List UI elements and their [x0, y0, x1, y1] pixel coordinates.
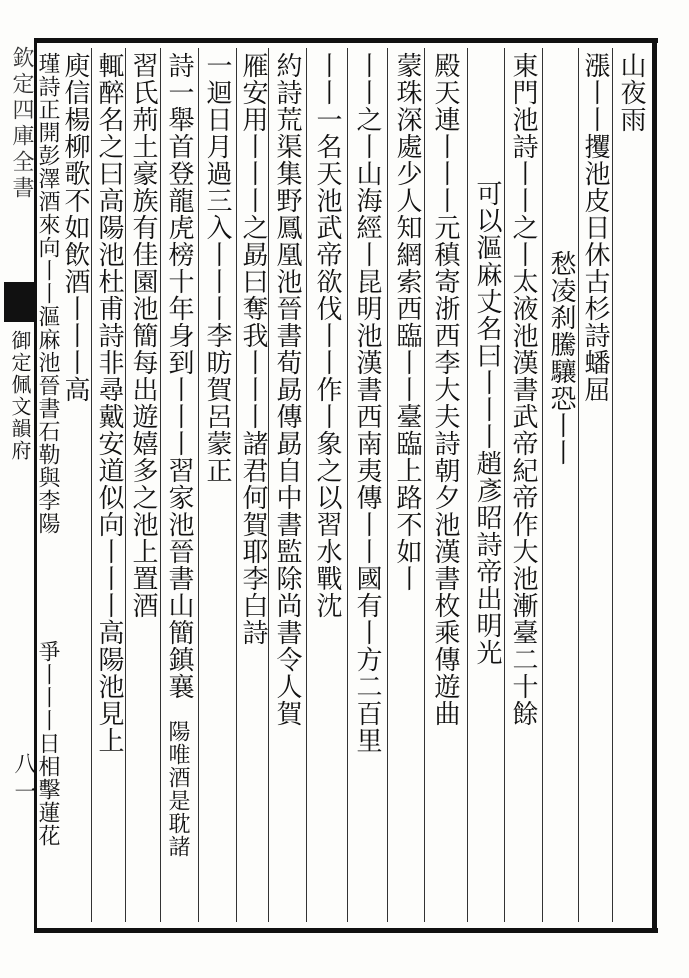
text-column: 丨丨之丨山海經丨昆明池漢書西南夷傳丨丨國有丨方二百里 [352, 52, 382, 754]
text-column: 習氏荊土豪族有佳園池簡每出遊嬉多之池上置酒 [128, 52, 158, 619]
text-column: 山夜雨 [616, 52, 646, 133]
text-column: 東門池詩丨丨之丨太液池漢書武帝紀帝作大池漸臺二十餘 [508, 52, 538, 727]
column-divider [198, 48, 199, 922]
text-column: 可以漚麻丈名曰丨丨丨趙彥昭詩帝出明光 [472, 180, 502, 666]
column-divider [236, 48, 237, 922]
text-column: 雁安用丨丨丨之勗曰奪我丨丨丨諸君何賀耶李白詩 [238, 52, 268, 646]
text-column: 約詩荒渠集野鳳凰池晉書荀勗傳勗自中書監除尚書令人賀 [272, 52, 302, 727]
text-column: 爭丨丨丨日相擊蓮花 [35, 640, 60, 847]
margin-book-title: 御定佩文韻府 [8, 330, 32, 462]
fold-mark-block [4, 282, 36, 322]
column-divider [347, 48, 348, 922]
text-column: 一迴日月過三入丨丨丨李昉賀呂蒙正 [202, 52, 232, 484]
column-divider [268, 48, 269, 922]
text-column-note: 陽唯酒是耽諸 [165, 720, 190, 858]
bottom-border-rule [34, 928, 658, 933]
column-divider [578, 48, 579, 922]
text-column: 瑾詩正開彭澤酒來向丨丨漚麻池晉書石勒與李陽 [35, 52, 60, 535]
column-divider [467, 48, 468, 922]
column-divider [91, 48, 92, 922]
text-column: 蒙珠深處少人知網索西臨丨丨臺臨上路不如丨 [392, 52, 422, 592]
text-column: 漲丨丨攫池皮日休古杉詩蟠屈 [580, 52, 610, 403]
column-divider [542, 48, 543, 922]
column-divider [387, 48, 388, 922]
text-column: 丨丨一名天池武帝欲伐丨丨作丨象之以習水戰沈 [312, 52, 342, 619]
text-column: 庾信楊柳歌不如飲酒丨丨丨高 [60, 52, 90, 403]
column-divider [306, 48, 307, 922]
column-divider [504, 48, 505, 922]
column-divider [160, 48, 161, 922]
column-divider [612, 48, 613, 922]
text-column: 愁凌刹騰驤恐丨丨 [546, 250, 576, 466]
margin-series-title: 欽定四庫全書 [9, 46, 34, 202]
column-divider [125, 48, 126, 922]
page-number: 八一 [11, 752, 36, 808]
text-column: 輒醉名之曰高陽池杜甫詩非尋戴安道似向丨丨丨高陽池見上 [94, 52, 124, 754]
text-column: 殿天連丨丨丨元稹寄浙西李大夫詩朝夕池漢書枚乘傳遊曲 [430, 52, 460, 727]
top-border-rule [34, 38, 658, 43]
right-border-rule [652, 38, 657, 933]
text-column: 詩一舉首登龍虎榜十年身到丨丨丨習家池晉書山簡鎮襄 [164, 52, 194, 700]
column-divider [424, 48, 425, 922]
